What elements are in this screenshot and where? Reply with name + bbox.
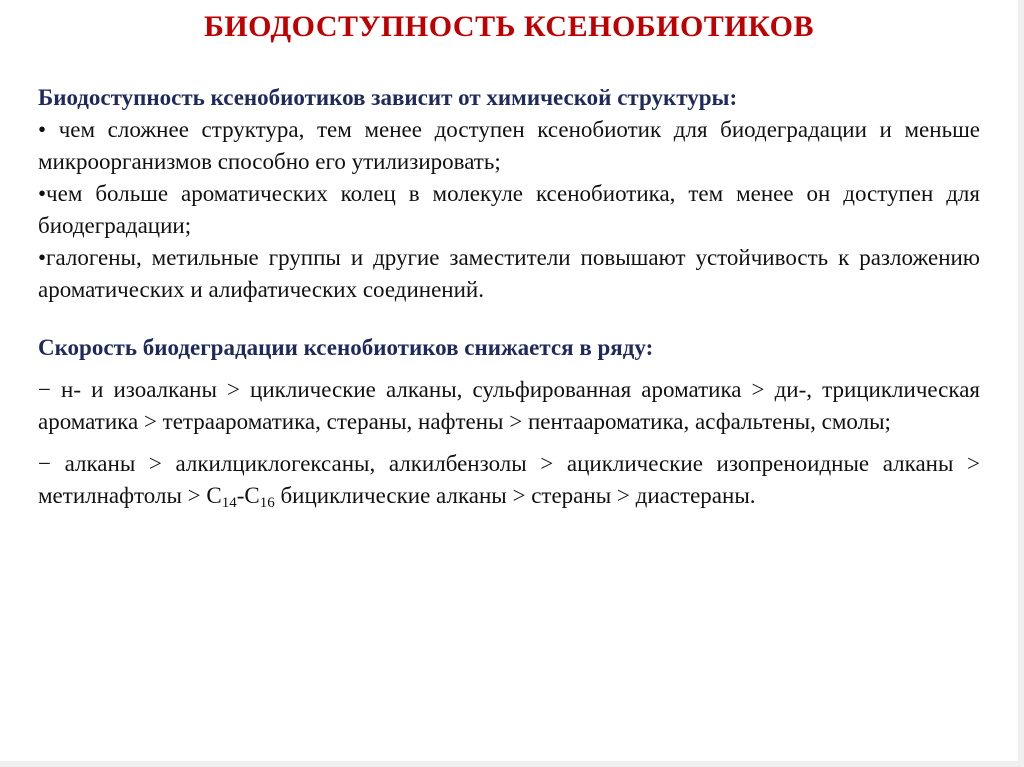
bullet-1: • чем сложнее структура, тем менее доступен ксенобиотик для биодеградации и меньше микроорганизмов способно его утилизировать; xyxy=(38,117,980,174)
bullet-3: •галогены, метильные группы и другие заместители повышают устойчивость к разложению ароматических и алифатических соединений. xyxy=(38,245,980,302)
subscript-14: 14 xyxy=(221,495,237,511)
series-2-part1: − алканы > алкилциклогексаны, алкилбензолы > ациклические изопреноидные алканы > метилнафтолы > C xyxy=(38,451,980,508)
series-2-part2: -C xyxy=(236,483,260,508)
series-2-part3: бициклические алканы > стераны > диастераны. xyxy=(274,483,756,508)
section2-heading: Скорость биодеградации ксенобиотиков снижается в ряду: xyxy=(38,335,654,360)
subscript-16: 16 xyxy=(259,495,275,511)
series-1: − н- и изоалканы > циклические алканы, сульфированная ароматика > ди-, трициклическая ароматика > тетраароматика, стераны, нафтены > пентаароматика, асфальтены, смолы; xyxy=(38,377,980,434)
section1-heading: Биодоступность ксенобиотиков зависит от химической структуры: xyxy=(38,85,738,110)
bullet-2: •чем больше ароматических колец в молекуле ксенобиотика, тем менее он доступен для биодеградации; xyxy=(38,181,980,238)
slide-title: БИОДОСТУПНОСТЬ КСЕНОБИОТИКОВ xyxy=(204,10,814,43)
slide-content xyxy=(38,82,980,512)
series-2 xyxy=(38,448,980,512)
